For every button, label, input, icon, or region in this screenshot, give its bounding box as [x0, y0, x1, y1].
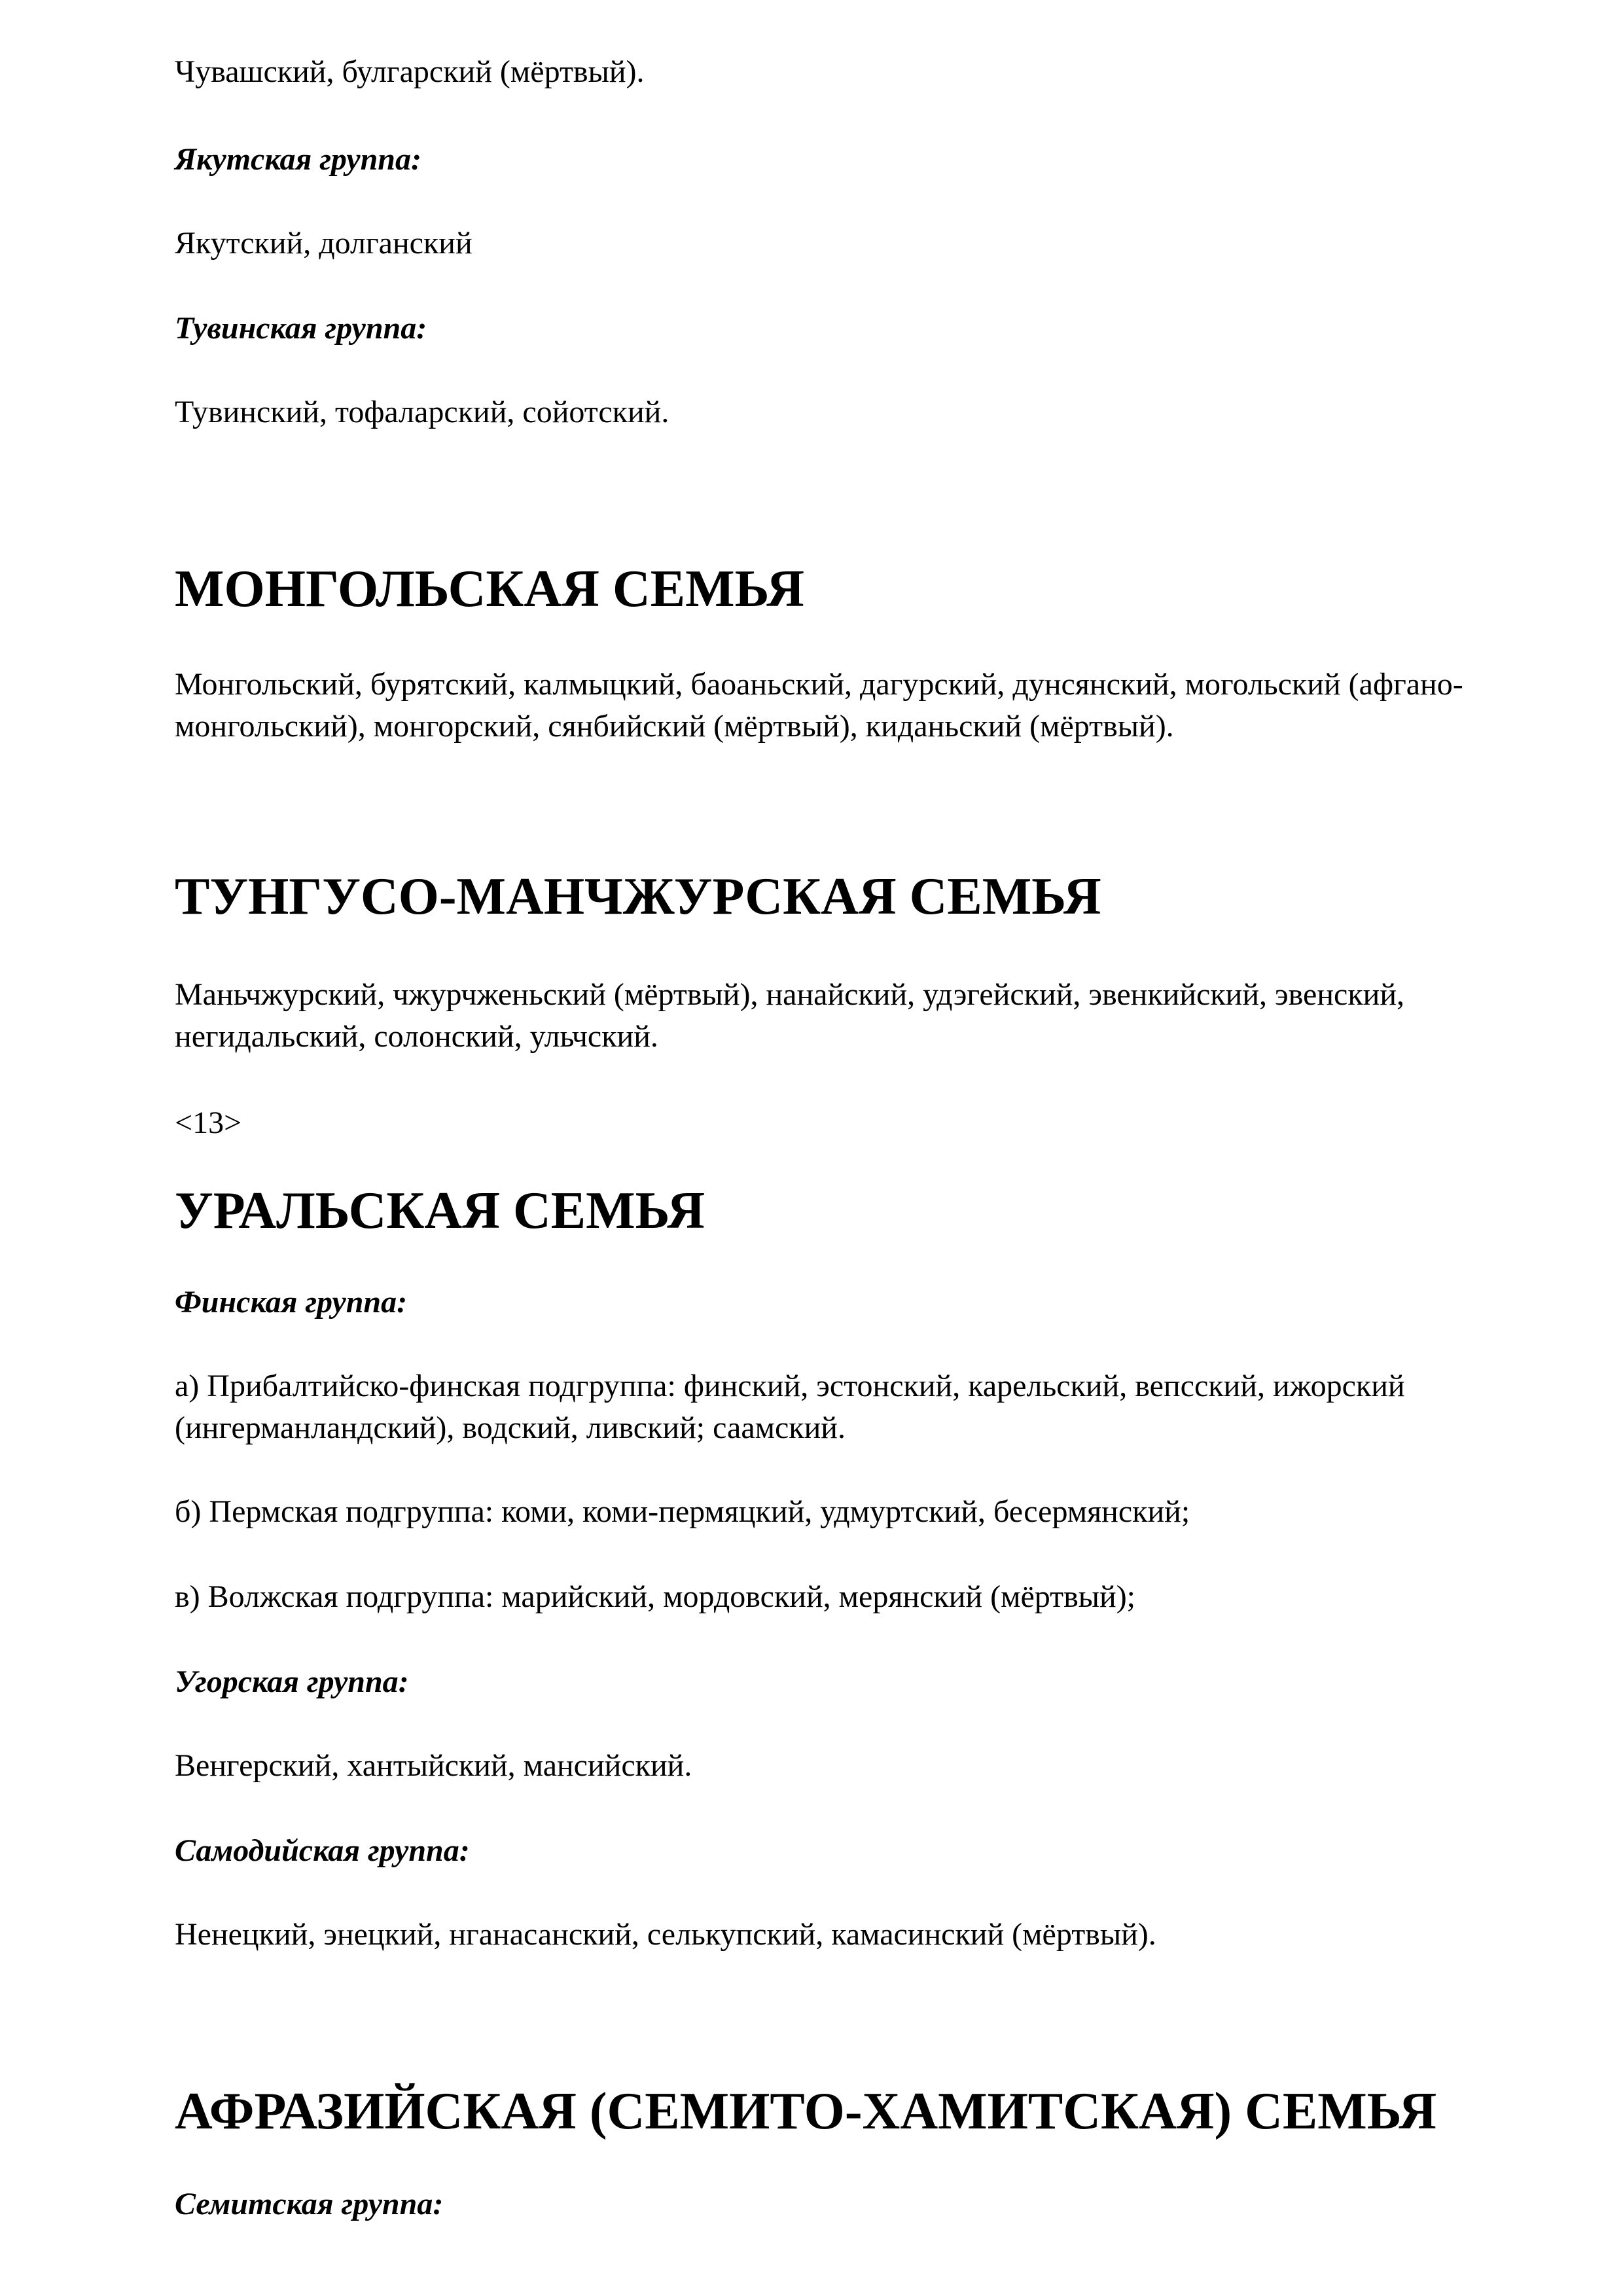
paragraph-mongolic-languages: Монгольский, бурятский, калмыцкий, баоаньский, дагурский, дунсянский, могольский (афгано-монгольский), монгорский, сянбийский (мёртвый), киданьский (мёртвый). [175, 667, 1463, 744]
paragraph-chuvash-group: Чувашский, булгарский (мёртвый). [175, 54, 645, 89]
heading-uralic-family: УРАЛЬСКАЯ СЕМЬЯ [175, 1182, 705, 1240]
subheading-yakut-group: Якутская группа: [175, 142, 421, 177]
paragraph-baltic-finnic-subgroup: а) Прибалтийско-финская подгруппа: финский, эстонский, карельский, вепсский, ижорский (ингерманландский), водский, ливский; саамский. [175, 1369, 1405, 1445]
heading-tungusic-family: ТУНГУСО-МАНЧЖУРСКАЯ СЕМЬЯ [175, 868, 1101, 925]
paragraph-permic-subgroup: б) Пермская подгруппа: коми, коми-пермяцкий, удмуртский, бесермянский; [175, 1494, 1190, 1529]
subheading-samoyedic-group: Самодийская группа: [175, 1833, 470, 1868]
paragraph-tungusic-languages: Маньчжурский, чжурчженьский (мёртвый), нанайский, удэгейский, эвенкийский, эвенский, негидальский, солонский, ульчский. [175, 977, 1405, 1054]
paragraph-samoyedic-languages: Ненецкий, энецкий, нганасанский, селькупский, камасинский (мёртвый). [175, 1917, 1156, 1952]
subheading-finnic-group: Финская группа: [175, 1285, 408, 1319]
page-marker: <13> [175, 1105, 242, 1140]
heading-afroasiatic-family: АФРАЗИЙСКАЯ (СЕМИТО-ХАМИТСКАЯ) СЕМЬЯ [175, 2083, 1437, 2140]
paragraph-volgaic-subgroup: в) Волжская подгруппа: марийский, мордовский, мерянский (мёртвый); [175, 1579, 1136, 1614]
paragraph-tuvan-languages: Тувинский, тофаларский, сойотский. [175, 395, 669, 429]
heading-mongolic-family: МОНГОЛЬСКАЯ СЕМЬЯ [175, 560, 804, 618]
paragraph-yakut-languages: Якутский, долганский [175, 226, 473, 260]
subheading-semitic-group: Семитская группа: [175, 2187, 444, 2221]
paragraph-ugric-languages: Венгерский, хантыйский, мансийский. [175, 1748, 692, 1783]
subheading-tuvan-group: Тувинская группа: [175, 311, 427, 346]
subheading-ugric-group: Угорская группа: [175, 1664, 409, 1699]
